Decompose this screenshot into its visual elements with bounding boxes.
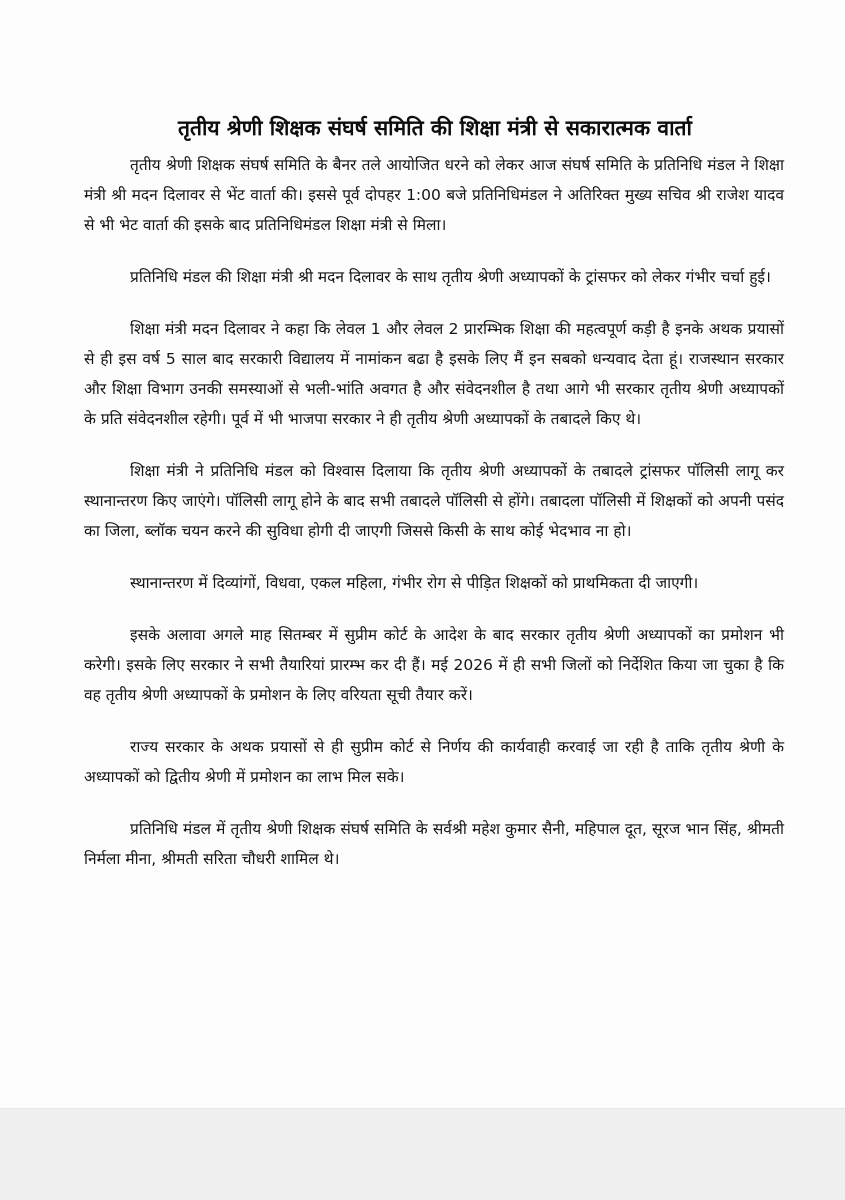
paragraph-3: शिक्षा मंत्री मदन दिलावर ने कहा कि लेवल 1 और लेवल 2 प्रारम्भिक शिक्षा की महत्वपूर्ण कड़ी है इनके अथक प्रयासों से ही इस वर्ष 5 साल बाद सरकारी विद्यालय में नामांकन बढा है इसके लिए मैं इन सबको धन्यवाद देता हूं। राजस्थान सरकार और शिक्षा विभाग उनकी समस्याओं से भली-भांति अवगत है और संवेदनशील है तथा आगे भी सरकार तृतीय श्रेणी अध्यापकों के प्रति संवेदनशील रहेगी। पूर्व में भी भाजपा सरकार ने ही तृतीय श्रेणी अध्यापकों के तबादले किए थे। — [84, 320, 784, 428]
document-title: तृतीय श्रेणी शिक्षक संघर्ष समिति की शिक्षा मंत्री से सकारात्मक वार्ता — [178, 116, 692, 140]
paragraph-1: तृतीय श्रेणी शिक्षक संघर्ष समिति के बैनर तले आयोजित धरने को लेकर आज संघर्ष समिति के प्रतिनिधि मंडल ने शिक्षा मंत्री श्री मदन दिलावर से भेंट वार्ता की। इससे पूर्व दोपहर 1:00 बजे प्रतिनिधिमंडल ने अतिरिक्त मुख्य सचिव श्री राजेश यादव से भी भेट वार्ता की इसके बाद प्रतिनिधिमंडल शिक्षा मंत्री से मिला। — [84, 156, 784, 234]
paragraph-6: इसके अलावा अगले माह सितम्बर में सुप्रीम कोर्ट के आदेश के बाद सरकार तृतीय श्रेणी अध्यापकों का प्रमोशन भी करेगी। इसके लिए सरकार ने सभी तैयारियां प्रारम्भ कर दी हैं। मई 2026 में ही सभी जिलों को निर्देशित किया जा चुका है कि वह तृतीय श्रेणी अध्यापकों के प्रमोशन के लिए वरियता सूची तैयार करें। — [84, 626, 784, 704]
bottom-background-strip — [0, 1109, 845, 1200]
document-body — [84, 150, 784, 896]
paragraph-2: प्रतिनिधि मंडल की शिक्षा मंत्री श्री मदन दिलावर के साथ तृतीय श्रेणी अध्यापकों के ट्रांसफर को लेकर गंभीर चर्चा हुई। — [130, 268, 771, 286]
paragraph-8: प्रतिनिधि मंडल में तृतीय श्रेणी शिक्षक संघर्ष समिति के सर्वश्री महेश कुमार सैनी, महिपाल दूत, सूरज भान सिंह, श्रीमती निर्मला मीना, श्रीमती सरिता चौधरी शामिल थे। — [84, 820, 784, 868]
paragraph-7: राज्य सरकार के अथक प्रयासों से ही सुप्रीम कोर्ट से निर्णय की कार्यवाही करवाई जा रही है ताकि तृतीय श्रेणी के अध्यापकों को द्वितीय श्रेणी में प्रमोशन का लाभ मिल सके। — [84, 738, 784, 786]
paragraph-5: स्थानान्तरण में दिव्यांगों, विधवा, एकल महिला, गंभीर रोग से पीड़ित शिक्षकों को प्राथमिकता दी जाएगी। — [130, 574, 699, 592]
paragraph-4: शिक्षा मंत्री ने प्रतिनिधि मंडल को विश्वास दिलाया कि तृतीय श्रेणी अध्यापकों के तबादले ट्रांसफर पॉलिसी लागू कर स्थानान्तरण किए जाएंगे। पॉलिसी लागू होने के बाद सभी तबादले पॉलिसी से होंगे। तबादला पॉलिसी में शिक्षकों को अपनी पसंद का जिला, ब्लॉक चयन करने की सुविधा होगी दी जाएगी जिससे किसी के साथ कोई भेदभाव ना हो। — [84, 462, 784, 540]
